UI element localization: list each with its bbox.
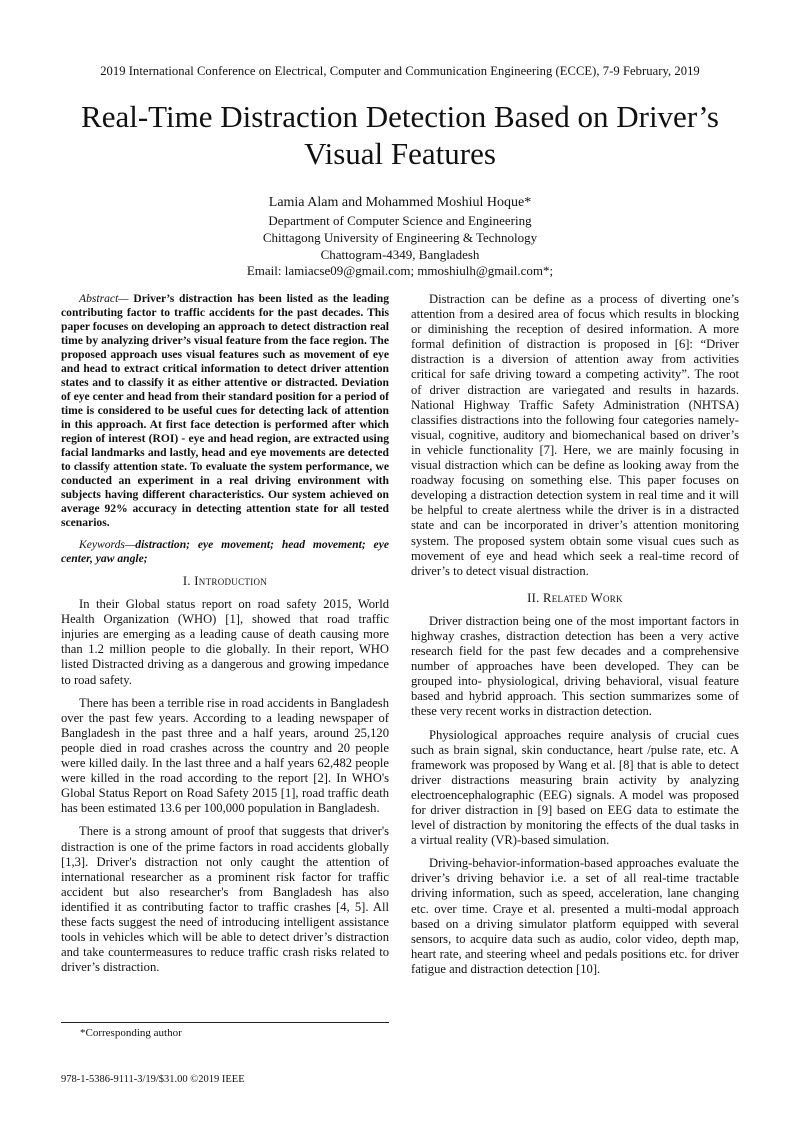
abstract xyxy=(61,292,389,530)
keywords xyxy=(61,538,389,566)
footnote-divider xyxy=(61,1022,389,1023)
affiliation-block xyxy=(0,213,800,280)
right-column xyxy=(411,292,739,985)
left-column xyxy=(61,292,389,983)
related-paragraph: Driving-behavior-information-based approaches evaluate the driver’s driving behavior i.e. a set of all real-time tractable driving information, such as speed, acceleration, lane changing etc. over time. Craye et al. presented a multi-modal approach based on a driving simulator platform equipped with several sensors, to acquire data such as audio, color video, depth map, heart rate, and steering wheel and pedals positions etc. for driver fatigue and distraction detection [10]. xyxy=(411,856,739,976)
keywords-label: Keywords— xyxy=(79,538,136,551)
affiliation-department: Department of Computer Science and Engineering xyxy=(268,213,532,228)
intro-continued-paragraph: Distraction can be define as a process of diverting one’s attention from a desired area of focus which results in blocking or diminishing the reception of desired information. A more formal definition of distraction is proposed in [6]: “Driver distraction is a diversion of attention away from activities critical for safe driving toward a competing activity”. The root of driver distraction are variegated and results in hazards. National Highway Traffic Safety Administration (NHTSA) classifies distractions into the following four categories namely- visual, cognitive, auditory and biomechanical based on driver’s in vehicle functionality [7]. Here, we are mainly focusing in visual distraction which can be define as looking away from the roadway focusing on something else. This paper focuses on developing a distraction detection system in real time and it will be helpful to create alertness while the driver is in a distracted state and can be incorporated in driver’s attention monitoring system. The proposed system obtain some visual cues such as movement of eye and head which seek a real-time record of driver’s to detect visual distraction. xyxy=(411,292,739,578)
related-paragraph: Physiological approaches require analysis of crucial cues such as brain signal, skin conductance, heart /pulse rate, etc. A framework was proposed by Wang et al. [8] that is able to detect driver distractions measuring brain activity by analyzing electroencephalographic (EEG) signals. A model was proposed for driver distraction in [9] based on EEG data to estimate the level of distraction by monitoring the effects of the dual tasks in a virtual reality (VR)-based simulation. xyxy=(411,727,739,848)
abstract-label: Abstract— xyxy=(79,292,129,305)
abstract-text: Driver’s distraction has been listed as the leading contributing factor to traffic accidents for the past decades. This paper focuses on developing an approach to detect distraction real time by analyzing driver’s visual feature from the face region. The proposed approach uses visual features such as movement of eye and head to extract critical information to detect driver attention states and to classify it as either attentive or distracted. Deviation of eye center and head from their standard position for a period of time is considered to be useful cues for detecting lack of attention in this approach. At first face detection is performed after which region of interest (ROI) - eye and head region, are extracted using facial landmarks and lastly, head and eye movements are detected to classify attention state. To evaluate the system performance, we conducted an experiment in a real driving environment with subjects having different characteristics. Our system achieved on average 92% accuracy in detecting attention state for all tested scenarios. xyxy=(61,292,389,529)
author-list: Lamia Alam and Mohammed Moshiul Hoque* xyxy=(268,195,532,210)
intro-paragraph: There is a strong amount of proof that suggests that driver's distraction is one of the prime factors in road accidents globally [1,3]. Driver's distraction not only caught the attention of international researcher as a prominent risk factor for traffic accident but also researcher's from Bangladesh has also identified it as contributing factor to traffic crashes [4, 5]. All these facts suggest the need of introducing intelligent assistance tools in vehicles which will be able to detect driver’s distraction and take countermeasures to reduce traffic crash risks related to driver’s distraction. xyxy=(61,824,389,975)
affiliation-university: Chittagong University of Engineering & Technology xyxy=(262,229,538,245)
conference-header: 2019 International Conference on Electrical, Computer and Communication Engineering (ECCE), 7-9 February, 2019 xyxy=(100,64,700,78)
keywords-text: distraction; eye movement; head movement; eye center, yaw angle; xyxy=(61,538,389,565)
intro-paragraph: There has been a terrible rise in road accidents in Bangladesh over the past few years. According to a leading newspaper of Bangladesh in the past three and a half years, around 25,120 people died in road crashes across the country and 20 people were killed daily. In the last three and a half years 62,482 people were killed in the road according to the report [2]. In WHO's Global Status Report on Road Safety 2015 [1], road traffic death has been estimated 13.6 per 100,000 population in Bangladesh. xyxy=(61,695,389,816)
section-heading-introduction: I. Introduction xyxy=(182,574,268,588)
related-paragraph: Driver distraction being one of the most important factors in highway crashes, distraction detection has been a very active research field for the past few decades and a comprehensive number of approaches have been developed. They can be grouped into- physiological, driving behavioral, visual feature based and hybrid approach. This section summarizes some of these very recent works in distraction detection. xyxy=(411,613,739,719)
affiliation-city: Chattogram-4349, Bangladesh xyxy=(320,246,480,262)
section-heading-related-work: II. Related Work xyxy=(527,590,623,605)
copyright-line: 978-1-5386-9111-3/19/$31.00 ©2019 IEEE xyxy=(61,1074,245,1085)
intro-paragraph: In their Global status report on road safety 2015, World Health Organization (WHO) [1], showed that road traffic injuries are emerging as a leading cause of death causing more than 1.2 million people to die globally. In their report, WHO listed Distracted driving as a dangerous and growing impedance to road safety. xyxy=(61,597,389,687)
footnote: *Corresponding author xyxy=(80,1027,182,1039)
affiliation-email: Email: lamiacse09@gmail.com; mmoshiulh@gmail.com*; xyxy=(246,263,554,279)
paper-title: Real-Time Distraction Detection Based on Driver’s Visual Features xyxy=(81,99,719,171)
